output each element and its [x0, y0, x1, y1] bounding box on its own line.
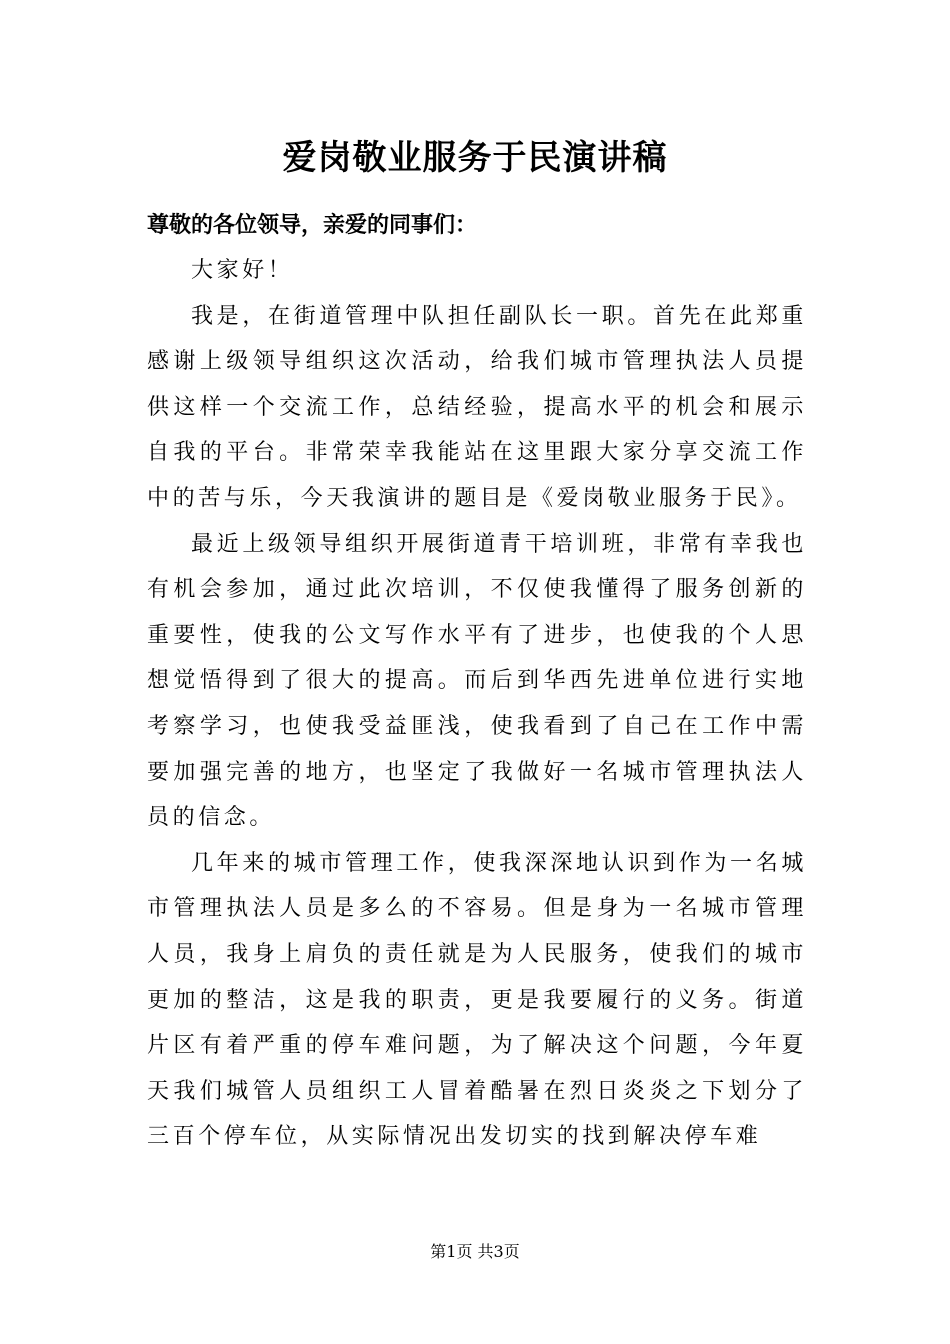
paragraph-city-management: 几年来的城市管理工作，使我深深地认识到作为一名城市管理执法人员是多么的不容易。但是身为一名城市管理人员，我身上肩负的责任就是为人民服务，使我们的城市更加的整洁，这是我的职责，更是我要履行的义务。街道片区有着严重的停车难问题，为了解决这个问题，今年夏天我们城管人员组织工人冒着酷暑在烈日炎炎之下划分了三百个停车位，从实际情况出发切实的找到解决停车难: [147, 850, 807, 1150]
paragraph-training: 最近上级领导组织开展街道青干培训班，非常有幸我也有机会参加，通过此次培训，不仅使我懂得了服务创新的重要性，使我的公文写作水平有了进步，也使我的个人思想觉悟得到了很大的提高。而后到华西先进单位进行实地考察学习，也使我受益匪浅，使我看到了自己在工作中需要加强完善的地方，也坚定了我做好一名城市管理执法人员的信念。: [147, 531, 807, 831]
document-body: [147, 248, 807, 1160]
paragraph-greeting: 大家好！: [191, 258, 294, 283]
paragraph-introduction: 我是，在街道管理中队担任副队长一职。首先在此郑重感谢上级领导组织这次活动，给我们城市管理执法人员提供这样一个交流工作，总结经验，提高水平的机会和展示自我的平台。非常荣幸我能站在这里跟大家分享交流工作中的苦与乐，今天我演讲的题目是《爱岗敬业服务于民》。: [147, 303, 807, 511]
document-title: 爱岗敬业服务于民演讲稿: [282, 138, 668, 178]
salutation: 尊敬的各位领导，亲爱的同事们：: [147, 212, 478, 238]
page-number: 第1页 共3页: [430, 1242, 520, 1261]
